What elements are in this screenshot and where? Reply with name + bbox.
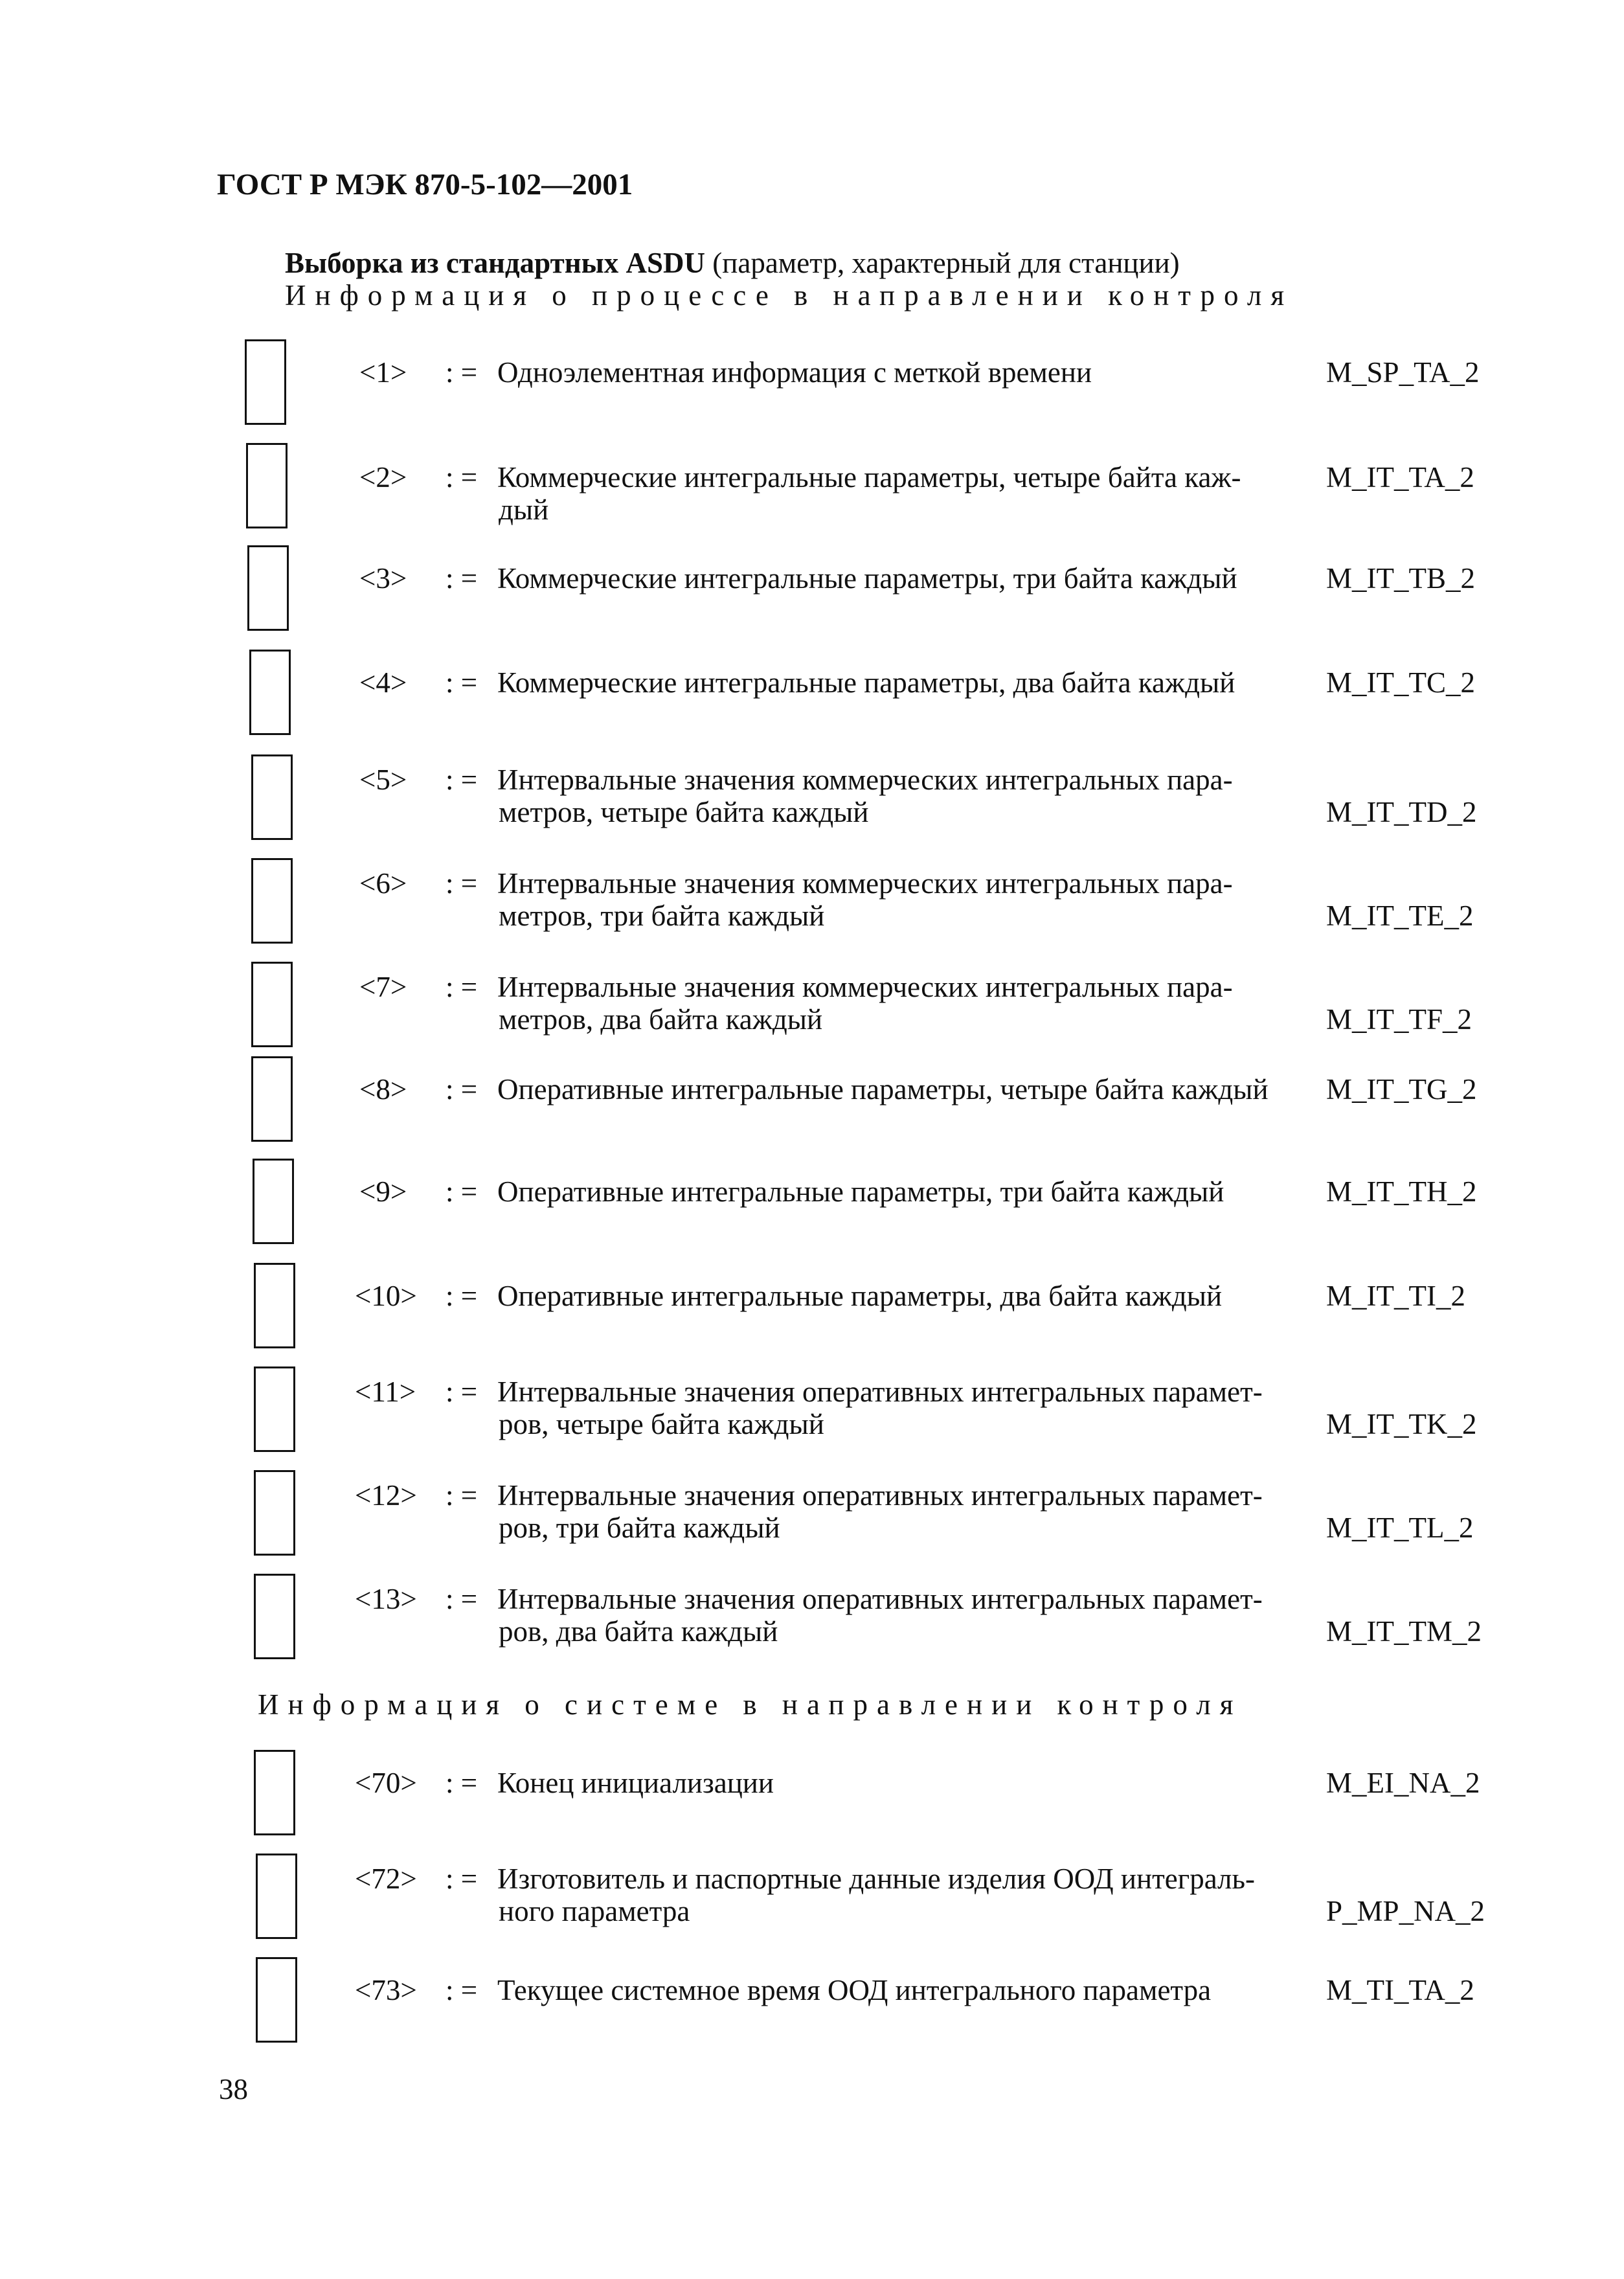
entry-type-code: M_EI_NA_2 [1326,1767,1480,1799]
entry-code: <4> [359,666,407,699]
entry-checkbox[interactable] [251,754,293,840]
entry-code: <5> [359,764,407,796]
entry-description: Коммерческие интегральные параметры, два байта каждый [497,666,1235,699]
entry-code: <6> [359,867,407,900]
entry-type-code: M_IT_TB_2 [1326,562,1475,595]
entry-assign: : = [445,764,478,796]
intro-bold-text: Выборка из стандартных ASDU [285,247,706,279]
entry-code: <1> [359,356,407,389]
entry-assign: : = [445,562,478,595]
entry-description: метров, четыре байта каждый [499,796,869,828]
entry-checkbox[interactable] [245,339,286,425]
entry-assign: : = [445,1073,478,1105]
entry-description: Оперативные интегральные параметры, два байта каждый [497,1280,1223,1312]
entry-description: Интервальные значения оперативных интегральных парамет- [497,1376,1263,1408]
entry-description: Интервальные значения коммерческих интегральных пара- [497,867,1233,900]
entry-checkbox[interactable] [251,858,293,944]
entry-type-code: M_IT_TF_2 [1326,1003,1472,1036]
entry-type-code: M_IT_TG_2 [1326,1073,1477,1105]
entry-type-code: M_IT_TE_2 [1326,900,1474,932]
entry-assign: : = [445,356,478,389]
entry-checkbox[interactable] [251,1056,293,1142]
entry-description: Коммерческие интегральные параметры, три байта каждый [497,562,1237,595]
entry-type-code: M_TI_TA_2 [1326,1974,1474,2006]
entry-description: Оперативные интегральные параметры, три байта каждый [497,1175,1224,1208]
page-number: 38 [219,2073,248,2105]
entry-type-code: M_IT_TK_2 [1326,1408,1477,1440]
entry-code: <11> [355,1376,416,1408]
entry-assign: : = [445,1863,478,1895]
entry-code: <7> [359,971,407,1003]
entry-checkbox[interactable] [254,1366,295,1452]
entry-checkbox[interactable] [246,443,288,528]
entry-description: Интервальные значения оперативных интегральных парамет- [497,1583,1263,1615]
entry-description: Интервальные значения коммерческих интегральных пара- [497,971,1233,1003]
page-header: ГОСТ Р МЭК 870-5-102—2001 [217,168,633,201]
entry-assign: : = [445,971,478,1003]
entry-description: ров, три байта каждый [499,1512,780,1544]
entry-type-code: M_IT_TH_2 [1326,1175,1477,1208]
entry-code: <8> [359,1073,407,1105]
entry-description: Конец инициализации [497,1767,774,1799]
entry-type-code: M_IT_TM_2 [1326,1615,1482,1648]
entry-assign: : = [445,1280,478,1312]
entry-assign: : = [445,666,478,699]
entry-type-code: M_IT_TD_2 [1326,796,1477,828]
entry-assign: : = [445,461,478,493]
entry-checkbox[interactable] [247,545,289,631]
entry-code: <72> [355,1863,417,1895]
entry-description: Текущее системное время ООД интегрального параметра [497,1974,1212,2006]
entry-assign: : = [445,867,478,900]
entry-code: <13> [355,1583,417,1615]
entry-description: дый [499,493,549,526]
entry-code: <10> [355,1280,417,1312]
entry-description: метров, два байта каждый [499,1003,823,1036]
entry-code: <12> [355,1479,417,1512]
section-heading: Информация о процессе в направлении контроля [285,279,1294,312]
entry-description: Интервальные значения оперативных интегральных парамет- [497,1479,1263,1512]
entry-type-code: M_IT_TC_2 [1326,666,1475,699]
entry-type-code: M_IT_TI_2 [1326,1280,1465,1312]
entry-assign: : = [445,1175,478,1208]
entry-description: Оперативные интегральные параметры, четыре байта каждый [497,1073,1269,1105]
entry-checkbox[interactable] [249,650,291,735]
entry-type-code: P_MP_NA_2 [1326,1895,1485,1927]
entry-description: ров, четыре байта каждый [499,1408,824,1440]
entry-assign: : = [445,1974,478,2006]
section-heading: Информация о системе в направлении контроля [258,1688,1243,1721]
entry-checkbox[interactable] [254,1750,295,1835]
entry-description: ров, два байта каждый [499,1615,778,1648]
entry-checkbox[interactable] [254,1574,295,1659]
entry-description: ного параметра [499,1895,690,1927]
entry-description: метров, три байта каждый [499,900,825,932]
intro-line [285,246,1180,280]
entry-description: Изготовитель и паспортные данные изделия ООД интеграль- [497,1863,1256,1895]
entry-code: <2> [359,461,407,493]
entry-checkbox[interactable] [251,962,293,1047]
entry-assign: : = [445,1479,478,1512]
entry-checkbox[interactable] [253,1159,294,1244]
entry-checkbox[interactable] [256,1957,297,2043]
entry-code: <70> [355,1767,417,1799]
entry-description: Коммерческие интегральные параметры, четыре байта каж- [497,461,1241,493]
entry-checkbox[interactable] [256,1854,297,1939]
entry-assign: : = [445,1376,478,1408]
entry-description: Интервальные значения коммерческих интегральных пара- [497,764,1233,796]
entry-type-code: M_IT_TL_2 [1326,1512,1474,1544]
entry-description: Одноэлементная информация с меткой времени [497,356,1092,389]
entry-type-code: M_IT_TA_2 [1326,461,1474,493]
entry-checkbox[interactable] [254,1470,295,1556]
entry-code: <9> [359,1175,407,1208]
entry-code: <3> [359,562,407,595]
entry-type-code: M_SP_TA_2 [1326,356,1480,389]
intro-normal-text: (параметр, характерный для станции) [705,247,1180,279]
entry-assign: : = [445,1767,478,1799]
entry-code: <73> [355,1974,417,2006]
entry-assign: : = [445,1583,478,1615]
entry-checkbox[interactable] [254,1263,295,1348]
